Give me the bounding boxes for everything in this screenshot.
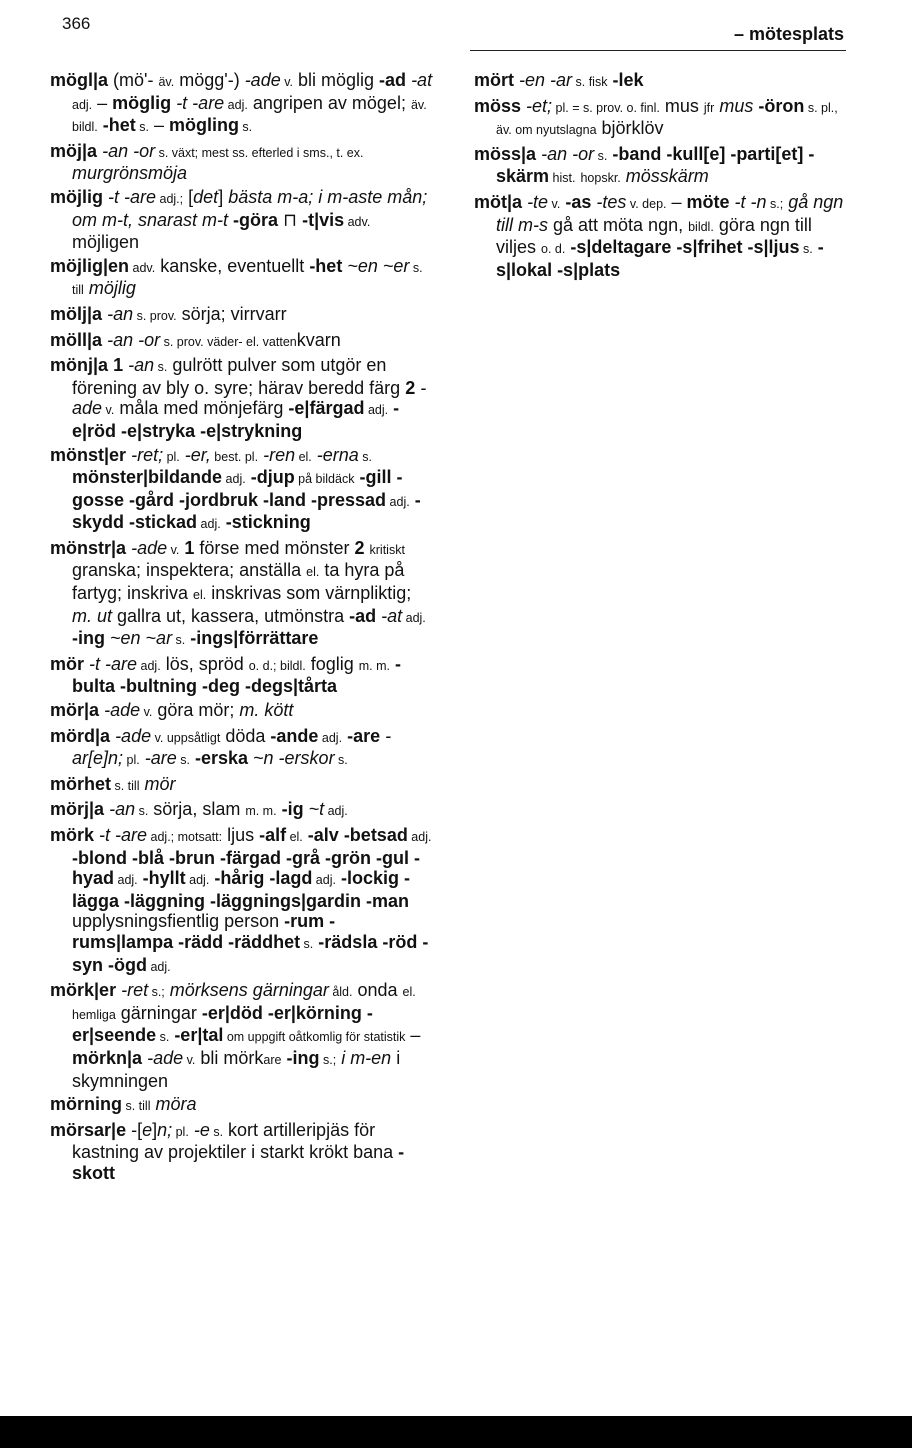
inflection-text: -ret; — [131, 444, 164, 465]
headword-text: 1 — [184, 537, 195, 558]
definition-text: ⊓ — [278, 209, 303, 230]
label-text: s. — [135, 120, 149, 135]
headword-text: möll|a — [50, 329, 103, 350]
inflection-text: -t -are — [99, 825, 148, 845]
inflection-text: -t -are — [108, 186, 157, 207]
headword-text: -lockig -lägga -läggning -läggnings|gardin -man — [72, 868, 410, 911]
inflection-text: ~n -erskor — [253, 748, 335, 769]
label-text: s. fisk — [572, 75, 608, 89]
label-text: adj. — [137, 658, 161, 673]
inflection-text: n; — [157, 1119, 173, 1140]
definition-text: kanske, eventuellt — [155, 255, 310, 276]
headword-text: mönj|a — [50, 355, 109, 376]
dictionary-entry — [50, 774, 435, 797]
label-text: s. — [156, 1030, 170, 1045]
label-text: v. — [167, 542, 180, 557]
inflection-text: -t -are — [89, 653, 138, 674]
definition-text: inskrivas som värnpliktig; — [206, 583, 412, 604]
headword-text: -bulta -bultning -deg -degs|tårta — [72, 653, 402, 697]
label-text: adj. — [402, 610, 426, 625]
headword-text: -ings|förrättare — [190, 628, 319, 649]
headword-text: 2 — [405, 377, 416, 398]
inflection-text: -an -or — [541, 143, 595, 164]
headword-text: mörj|a — [50, 799, 105, 820]
label-text: s. växt; mest ss. efterled i sms., t. ex. — [155, 145, 364, 160]
headword-text: mörhet — [50, 773, 112, 794]
headword-text: mörk|er — [50, 980, 117, 1001]
label-text: adj. — [147, 959, 171, 974]
headword-text: -skott — [72, 1142, 405, 1183]
inflection-text: -t -are — [176, 92, 225, 113]
label-text: äv. bildl. — [72, 97, 427, 135]
definition-text: – — [148, 115, 169, 136]
label-text: v. uppsåtligt — [151, 730, 221, 745]
definition-text: bli möglig — [293, 70, 380, 90]
inflection-text: bästa m-a; i m-aste mån; om m-t, snarast m-t — [72, 186, 428, 230]
definition-text: granska; inspektera; anställa — [72, 560, 307, 581]
dictionary-entry — [50, 799, 435, 822]
definition-text: sörja; virrvarr — [176, 303, 287, 324]
inflection-text: i m-en — [341, 1047, 392, 1068]
label-text: adj. — [185, 873, 210, 888]
label-text: om uppgift oåtkomlig för statistik — [223, 1030, 406, 1045]
label-text: m. m. — [358, 658, 391, 673]
inflection-text: -te — [527, 191, 549, 212]
label-text: adj. — [364, 403, 389, 418]
label-text: v. — [183, 1052, 196, 1067]
headword-text: möss|a — [474, 143, 537, 164]
label-text: v. dep. — [626, 196, 667, 211]
label-text: pl. — [123, 753, 140, 768]
inflection-text: ~t — [308, 799, 325, 820]
inflection-text: ~en ~er — [347, 255, 410, 276]
dictionary-entry — [50, 1094, 435, 1117]
definition-text: (mö'- — [108, 70, 159, 90]
label-text: adj. — [407, 830, 432, 844]
headword-text: -stickning — [225, 512, 311, 533]
headword-text: möte — [686, 191, 730, 212]
label-text: are — [263, 1052, 282, 1067]
label-text: s. — [154, 360, 168, 375]
inflection-text: -ade — [72, 377, 427, 419]
left-column — [50, 70, 435, 1187]
label-text: s. prov. väder- el. vatten — [160, 334, 297, 349]
headword-text: -hårig -lagd — [214, 868, 313, 889]
inflection-text: m. kött — [239, 700, 294, 721]
headword-text: -göra — [233, 209, 279, 230]
headword-text: mört — [474, 70, 514, 90]
headword-text: möt|a — [474, 191, 523, 212]
dictionary-entry — [50, 330, 435, 353]
label-text: pl. — [163, 449, 180, 464]
definition-text: ljus — [222, 825, 260, 845]
headword-text: -band -kull[e] -parti[et] -skärm — [496, 143, 815, 187]
definition-text: – — [666, 191, 687, 212]
inflection-text: mör — [144, 773, 176, 794]
headword-text: -erska — [194, 748, 249, 769]
label-text: s. — [334, 753, 348, 768]
inflection-text: murgrönsmöja — [72, 163, 188, 184]
label-text: adj. — [197, 517, 221, 532]
definition-text: björklöv — [596, 118, 664, 139]
dictionary-entry — [474, 70, 846, 93]
definition-text: – — [92, 92, 113, 113]
dictionary-entry — [474, 192, 846, 280]
headword-text: mörning — [50, 1094, 122, 1115]
inflection-text: -ade — [104, 700, 141, 721]
headword-text: mör|a — [50, 700, 100, 721]
headword-text: -rum -rums|lampa -rädd -räddhet — [72, 911, 336, 952]
definition-text: förse med mönster — [194, 537, 355, 558]
label-text: s. till — [72, 260, 423, 298]
label-text: el. hemliga — [72, 985, 416, 1022]
label-text: adv. — [129, 260, 156, 275]
headword-text: 2 — [354, 537, 365, 558]
definition-text: [ — [183, 186, 194, 207]
label-text: pl. — [172, 1124, 189, 1139]
headword-text: -skydd -stickad — [72, 489, 421, 533]
label-text: s. — [300, 936, 314, 951]
definition-text: kort artilleripjäs för kastning av projektiler i starkt krökt bana — [72, 1119, 399, 1163]
headword-text: -t|vis — [302, 209, 345, 230]
inflection-text: det — [193, 186, 219, 207]
headword-text: möss — [474, 95, 522, 116]
headword-text: möjlig|en — [50, 255, 130, 276]
headword-text: -e|färgad — [288, 398, 365, 419]
headword-text: -djup — [250, 467, 295, 488]
inflection-text: -tes — [596, 191, 627, 212]
inflection-text: -at — [381, 605, 403, 626]
label-text: äv. — [158, 75, 175, 89]
headword-text: möj|a — [50, 140, 98, 161]
scan-bottom-edge — [0, 1416, 912, 1448]
inflection-text: -an -or — [102, 140, 156, 161]
inflection-text: -et; — [526, 95, 553, 116]
headword-text: -het — [102, 115, 136, 136]
inflection-text: -ren — [263, 444, 296, 465]
headword-text: mölj|a — [50, 303, 103, 324]
label-text: adj.; — [156, 191, 184, 206]
headword-text: -ande — [270, 725, 319, 746]
definition-text: lös, spröd — [160, 653, 249, 674]
headword-text: -gill -gosse -gård -jordbruk -land -pressad — [72, 467, 403, 510]
inflection-text: -ade — [131, 537, 168, 558]
right-column — [474, 70, 846, 283]
label-text: kritiskt — [369, 542, 405, 557]
inflection-text: -an — [128, 355, 155, 376]
label-text: s. till — [122, 1099, 151, 1114]
definition-text: foglig — [305, 653, 359, 674]
definition-text: gallra ut, kassera, utmönstra — [112, 605, 350, 626]
headword-text: -ing — [72, 628, 105, 649]
inflection-text: mösskärm — [625, 166, 709, 187]
inflection-text: mörksens gärningar — [169, 980, 329, 1001]
label-text: adj. — [224, 97, 248, 112]
headword-text: -alv -betsad — [307, 825, 408, 845]
definition-text: möjligen — [72, 232, 140, 253]
dictionary-entry — [50, 304, 435, 327]
dictionary-entry — [50, 654, 435, 697]
definition-text: onda — [352, 980, 403, 1001]
headword-text: -hyllt — [142, 868, 186, 889]
headword-text: mögl|a — [50, 70, 109, 90]
inflection-text: m. ut — [72, 605, 113, 626]
definition-text: – — [405, 1025, 421, 1046]
definition-text: ] — [218, 186, 229, 207]
label-text: på bildäck — [294, 472, 355, 487]
label-text: adj. — [324, 804, 348, 819]
label-text: s. — [358, 449, 373, 464]
inflection-text: ~en ~ar — [110, 628, 173, 649]
inflection-text: -at — [411, 70, 433, 90]
definition-text: ta hyra på fartyg; inskriva — [72, 560, 405, 604]
guide-word: – mötesplats — [733, 24, 844, 44]
headword-text: -rädsla -röd -syn -ögd — [72, 931, 429, 975]
inflection-text: -en -ar — [519, 70, 573, 90]
label-text: s. — [209, 1124, 224, 1139]
dictionary-entry — [50, 70, 435, 138]
dictionary-entry — [474, 96, 846, 141]
definition-text: göra ngn till viljes — [496, 214, 812, 258]
label-text: bildl. — [688, 219, 714, 234]
dictionary-entry — [50, 445, 435, 535]
inflection-text: e — [142, 1119, 153, 1140]
definition-text: mus — [659, 95, 704, 116]
label-text: åld. — [328, 985, 353, 1000]
inflection-text: möjlig — [88, 278, 136, 299]
headword-text: -er|tal — [174, 1025, 224, 1046]
definition-text: ] — [152, 1119, 158, 1140]
label-text: s. — [594, 148, 608, 163]
label-text: s. — [135, 804, 149, 819]
dictionary-entry — [50, 825, 435, 977]
label-text: s. — [238, 120, 253, 135]
headword-text: -ing — [286, 1047, 320, 1068]
inflection-text: -are — [144, 748, 177, 769]
headword-text: -blond -blå -brun -färgad -grå -grön -gul -hyad — [72, 847, 420, 889]
label-text: s. till — [111, 778, 140, 793]
definition-text: göra mör; — [152, 700, 240, 721]
definition-text: måla med mönjefärg — [114, 398, 289, 419]
headword-text: -ad — [349, 605, 377, 626]
label-text: v. — [548, 196, 561, 211]
definition-text: i skymningen — [72, 1047, 401, 1091]
headword-text: -alf — [259, 825, 287, 845]
label-text: adj. — [386, 494, 410, 509]
label-text: v. — [140, 705, 153, 720]
inflection-text: -an -or — [107, 329, 161, 350]
headword-text: mönst|er — [50, 444, 127, 465]
label-text: hopskr. — [580, 171, 621, 186]
page-number: 366 — [62, 14, 91, 33]
label-text: pl. = s. prov. o. finl. — [552, 100, 660, 115]
label-text: s. pl., äv. om nyutslagna — [496, 100, 838, 138]
headword-text: -s|deltagare -s|frihet -s|ljus — [570, 237, 800, 258]
headword-text: -ig — [281, 799, 304, 820]
headword-text: mörkn|a — [72, 1047, 143, 1068]
headword-text: möjlig — [50, 186, 103, 207]
label-text: o. d. — [541, 242, 566, 257]
definition-text: upplysningsfientlig person — [72, 911, 285, 932]
label-text: adj. — [312, 873, 336, 888]
label-text: el. — [193, 588, 207, 603]
label-text: s. prov. — [133, 308, 177, 323]
label-text: jfr — [703, 100, 715, 115]
headword-text: mörd|a — [50, 725, 111, 746]
headword-text: -as — [565, 191, 592, 212]
headword-text: -are — [347, 725, 381, 746]
label-text: s.; — [766, 196, 784, 211]
definition-text: sörja, slam — [148, 799, 246, 820]
headword-text: -lek — [612, 70, 644, 90]
headword-text: möglig — [112, 92, 172, 113]
dictionary-entry — [50, 1120, 435, 1184]
definition-text: gå att möta ngn, — [548, 214, 689, 235]
dictionary-entry — [50, 538, 435, 651]
inflection-text: -ret — [121, 980, 149, 1001]
inflection-text: -e — [193, 1119, 210, 1140]
label-text: adv. — [344, 214, 371, 229]
dictionary-entry — [50, 187, 435, 253]
label-text: hist. — [549, 171, 576, 186]
definition-text: döda — [220, 725, 271, 746]
label-text: el. — [286, 830, 303, 844]
dictionary-entry — [50, 256, 435, 301]
label-text: el. — [295, 449, 312, 464]
label-text: s.; — [319, 1052, 337, 1067]
inflection-text: möra — [155, 1094, 197, 1115]
headword-text: -s|lokal -s|plats — [496, 237, 824, 280]
header-rule — [470, 50, 846, 51]
label-text: best. pl. — [210, 449, 259, 464]
inflection-text: -erna — [316, 444, 359, 465]
inflection-text: -ade — [147, 1047, 184, 1068]
dictionary-entry — [50, 355, 435, 441]
headword-text: -ad — [379, 70, 407, 90]
headword-text: mörk — [50, 825, 95, 845]
label-text: s. — [799, 242, 813, 257]
inflection-text: -ar[e]n; — [72, 725, 392, 769]
label-text: v. — [102, 403, 115, 418]
dictionary-entry — [50, 700, 435, 723]
inflection-text: -ade — [244, 70, 281, 90]
label-text: v. — [280, 75, 293, 89]
inflection-text: -an — [107, 303, 134, 324]
label-text: s. — [176, 753, 190, 768]
label-text: s. — [172, 633, 186, 648]
inflection-text: -t -n — [734, 191, 767, 212]
inflection-text: -er, — [184, 444, 211, 465]
definition-text: bli mörk — [195, 1047, 264, 1068]
headword-text: 1 — [113, 355, 124, 376]
inflection-text: -ade — [115, 725, 152, 746]
headword-text: mögling — [168, 115, 239, 136]
label-text: adj. — [318, 730, 343, 745]
label-text: m. m. — [245, 804, 277, 819]
dictionary-entry — [50, 980, 435, 1091]
definition-text: kvarn — [296, 329, 341, 350]
headword-text: -e|röd -e|stryka -e|strykning — [72, 398, 400, 441]
label-text: adj. — [114, 873, 138, 888]
definition-text: angripen av mögel; — [247, 92, 411, 113]
label-text: s.; — [148, 985, 165, 1000]
definition-text: gärningar — [115, 1002, 202, 1023]
headword-text: mörsar|e — [50, 1119, 127, 1140]
definition-text: -[ — [126, 1119, 143, 1140]
headword-text: mönstr|a — [50, 537, 127, 558]
inflection-text: gå ngn till m-s — [496, 191, 844, 235]
definition-text: gulrött pulver som utgör en förening av bly o. syre; härav beredd färg — [72, 355, 406, 398]
headword-text: -öron — [758, 95, 805, 116]
headword-text: -het — [309, 255, 343, 276]
inflection-text: mus — [719, 95, 754, 116]
headword-text: mör — [50, 653, 85, 674]
label-text: adj. — [72, 97, 93, 112]
label-text: adj.; motsatt: — [147, 830, 223, 844]
definition-text: mögg'-) — [174, 70, 245, 90]
label-text: el. — [306, 565, 320, 580]
inflection-text: -an — [109, 799, 136, 820]
headword-text: mönster|bildande — [72, 467, 223, 488]
dictionary-entry — [50, 141, 435, 184]
label-text: o. d.; bildl. — [248, 658, 306, 673]
dictionary-entry — [50, 726, 435, 771]
headword-text: -er|död -er|körning -er|seende — [72, 1002, 373, 1046]
dictionary-entry — [474, 144, 846, 189]
label-text: adj. — [222, 472, 246, 487]
